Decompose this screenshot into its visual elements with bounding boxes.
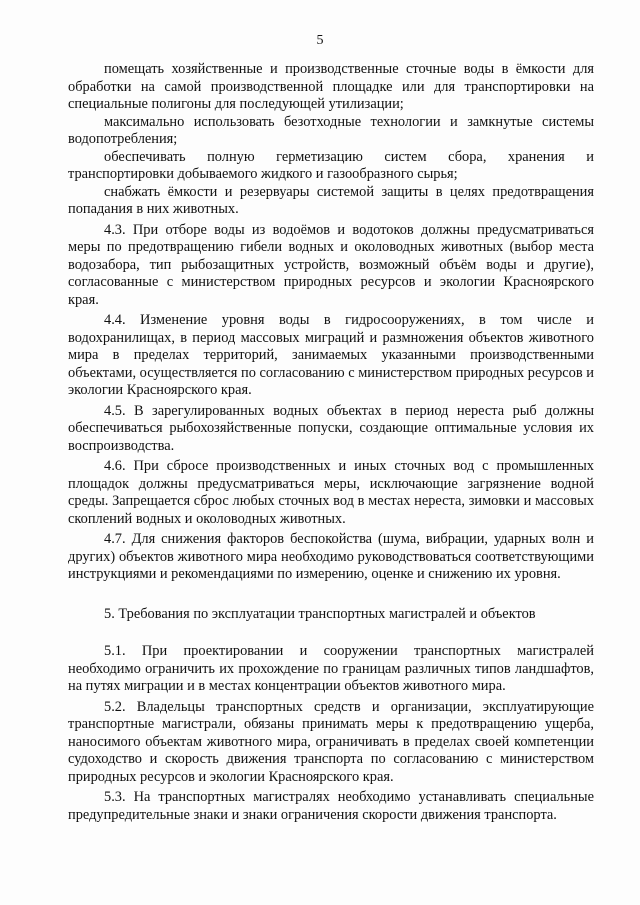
document-body — [68, 61, 594, 824]
paragraph-4-4: 4.4. Изменение уровня воды в гидросооружениях, в том числе и водохранилищах, в период массовых миграций и размножения объектов животного мира в пределах территорий, занимаемых указанными производственными объектами, осуществляется по согласованию с министерством природных ресурсов и экологии Красноярского края. — [68, 312, 594, 398]
paragraph-5-1: 5.1. При проектировании и сооружении транспортных магистралей необходимо ограничить их прохождение по границам различных типов ландшафтов, на путях миграции и в местах концентрации объектов животного мира. — [68, 643, 594, 694]
section-heading: 5. Требования по эксплуатации транспортных магистралей и объектов — [104, 605, 536, 622]
paragraph-waste-free-tech: максимально использовать безотходные технологии и замкнутые системы водопотребления; — [68, 113, 594, 147]
page-number: 5 — [316, 33, 324, 48]
paragraph-tank-protection: снабжать ёмкости и резервуары системой защиты в целях предотвращения попадания в них животных. — [68, 183, 594, 217]
paragraph-sealing: обеспечивать полную герметизацию систем сбора, хранения и транспортировки добываемого жидкого и газообразного сырья; — [68, 148, 594, 182]
paragraph-4-7: 4.7. Для снижения факторов беспокойства (шума, вибрации, ударных волн и других) объектов животного мира необходимо руководствоваться соответствующими инструкциями и рекомендациями по измерению, оценке и снижению их уровня. — [68, 531, 594, 582]
paragraph-waste-water: помещать хозяйственные и производственные сточные воды в ёмкости для обработки на самой производственной площадке или для транспортировки на специальные полигоны для последующей утилизации; — [68, 61, 594, 112]
paragraph-5-3: 5.3. На транспортных магистралях необходимо устанавливать специальные предупредительные знаки и знаки ограничения скорости движения транспорта. — [68, 789, 594, 823]
paragraph-4-3: 4.3. При отборе воды из водоёмов и водотоков должны предусматриваться меры по предотвращению гибели водных и околоводных животных (выбор места водозабора, тип рыбозащитных устройств, возможный объём воды и другие), согласованные с министерством природных ресурсов и экологии Красноярского края. — [68, 221, 594, 308]
paragraph-5-2: 5.2. Владельцы транспортных средств и организации, эксплуатирующие транспортные магистрали, обязаны принимать меры к предотвращению ущерба, наносимого объектам животного мира, ограничивать в пределах своей компетенции судоходство и скорость движения транспорта по согласованию с министерством природных ресурсов и экологии Красноярского края. — [68, 698, 594, 785]
paragraph-4-5: 4.5. В зарегулированных водных объектах в период нереста рыб должны обеспечиваться рыбохозяйственные попуски, создающие оптимальные условия их воспроизводства. — [68, 402, 594, 454]
paragraph-4-6: 4.6. При сбросе производственных и иных сточных вод с промышленных площадок должны предусматриваться меры, исключающие загрязнение водной среды. Запрещается сброс любых сточных вод в местах нереста, зимовки и массовых скоплений водных и околоводных животных. — [68, 458, 594, 527]
